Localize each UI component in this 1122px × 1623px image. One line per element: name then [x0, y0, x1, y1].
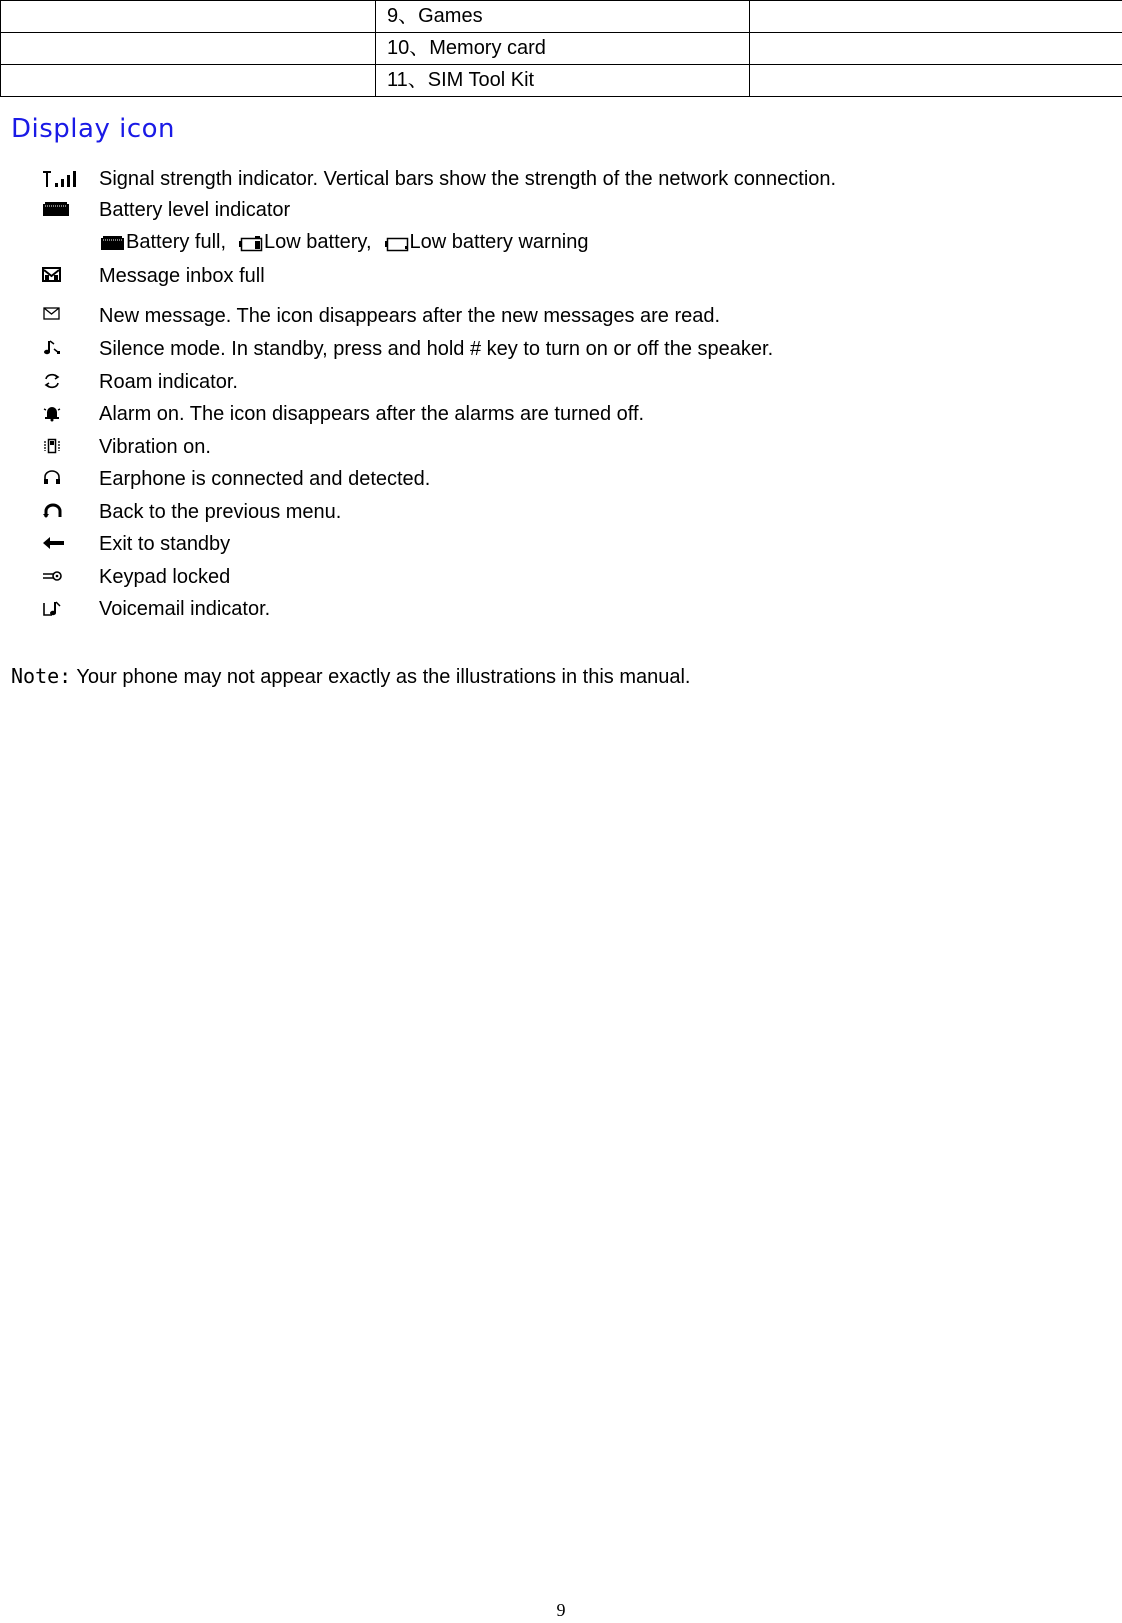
icon-description: Back to the previous menu.: [99, 501, 342, 523]
table-cell: [1, 65, 376, 97]
table-cell: [750, 1, 1122, 33]
icon-description: Alarm on. The icon disappears after the alarms are turned off.: [99, 403, 645, 425]
section-title: Display icon: [11, 114, 176, 144]
icon-row-earphone: [0, 466, 1100, 492]
icon-row-exit: [0, 531, 1100, 557]
table-row: [1, 65, 1122, 97]
icon-row-new-message: [0, 303, 1100, 329]
icon-row-back: [0, 499, 1100, 525]
table-cell: [750, 65, 1122, 97]
back-icon: [42, 502, 82, 522]
icon-row-battery: [0, 197, 1100, 223]
battery-full-icon: [100, 229, 126, 255]
icon-row-voicemail: [0, 596, 1100, 622]
message-inbox-full-icon: [42, 266, 82, 286]
note: [11, 663, 690, 690]
table-cell: [1, 33, 376, 65]
battery-level-icon: [42, 200, 82, 220]
exit-icon: [42, 534, 82, 554]
table-row: [1, 33, 1122, 65]
table-cell: [750, 33, 1122, 65]
table-row: [1, 1, 1122, 33]
table-cell: 11、SIM Tool Kit: [376, 65, 750, 97]
table-cell: 10、Memory card: [376, 33, 750, 65]
icon-row-roam: [0, 369, 1100, 395]
icon-description: New message. The icon disappears after the new messages are read.: [99, 305, 721, 327]
icon-description: Vibration on.: [99, 436, 211, 458]
icon-row-inbox-full: [0, 263, 1100, 289]
earphone-icon: [42, 469, 82, 489]
icon-description: Battery level indicator: [99, 199, 291, 221]
silence-mode-icon: [42, 339, 82, 359]
roam-icon: [42, 372, 82, 392]
voicemail-icon: [42, 599, 82, 619]
note-text: Your phone may not appear exactly as the illustrations in this manual.: [71, 666, 691, 688]
icon-row-silence: [0, 336, 1100, 362]
icon-description: Message inbox full: [99, 265, 265, 287]
battery-low-label: Low battery,: [264, 231, 372, 253]
table-cell: [1, 1, 376, 33]
icon-row-signal: [0, 166, 1100, 192]
icon-row-alarm: [0, 401, 1100, 427]
icon-description: Voicemail indicator.: [99, 598, 271, 620]
icon-description: Earphone is connected and detected.: [99, 468, 431, 490]
icon-description: Silence mode. In standby, press and hold # key to turn on or off the speaker.: [99, 338, 774, 360]
icon-row-vibration: [0, 434, 1100, 460]
new-message-icon: [42, 306, 82, 326]
note-label: Note:: [11, 664, 72, 688]
alarm-icon: [42, 404, 82, 424]
icon-description: Signal strength indicator. Vertical bars show the strength of the network connection.: [99, 168, 837, 190]
icon-row-keypad-locked: [0, 564, 1100, 590]
battery-full-label: Battery full,: [126, 231, 227, 253]
vibration-icon: [42, 437, 82, 457]
keypad-locked-icon: [42, 567, 82, 587]
icon-description: Keypad locked: [99, 566, 231, 588]
battery-states: [100, 229, 589, 255]
battery-warning-icon: [384, 229, 410, 255]
page-number: 9: [556, 1600, 566, 1620]
signal-strength-icon: [42, 169, 82, 189]
menu-table: [0, 0, 1122, 97]
battery-low-icon: [238, 229, 264, 255]
table-cell: 9、Games: [376, 1, 750, 33]
battery-warning-label: Low battery warning: [409, 231, 589, 253]
icon-description: Exit to standby: [99, 533, 231, 555]
icon-description: Roam indicator.: [99, 371, 238, 393]
